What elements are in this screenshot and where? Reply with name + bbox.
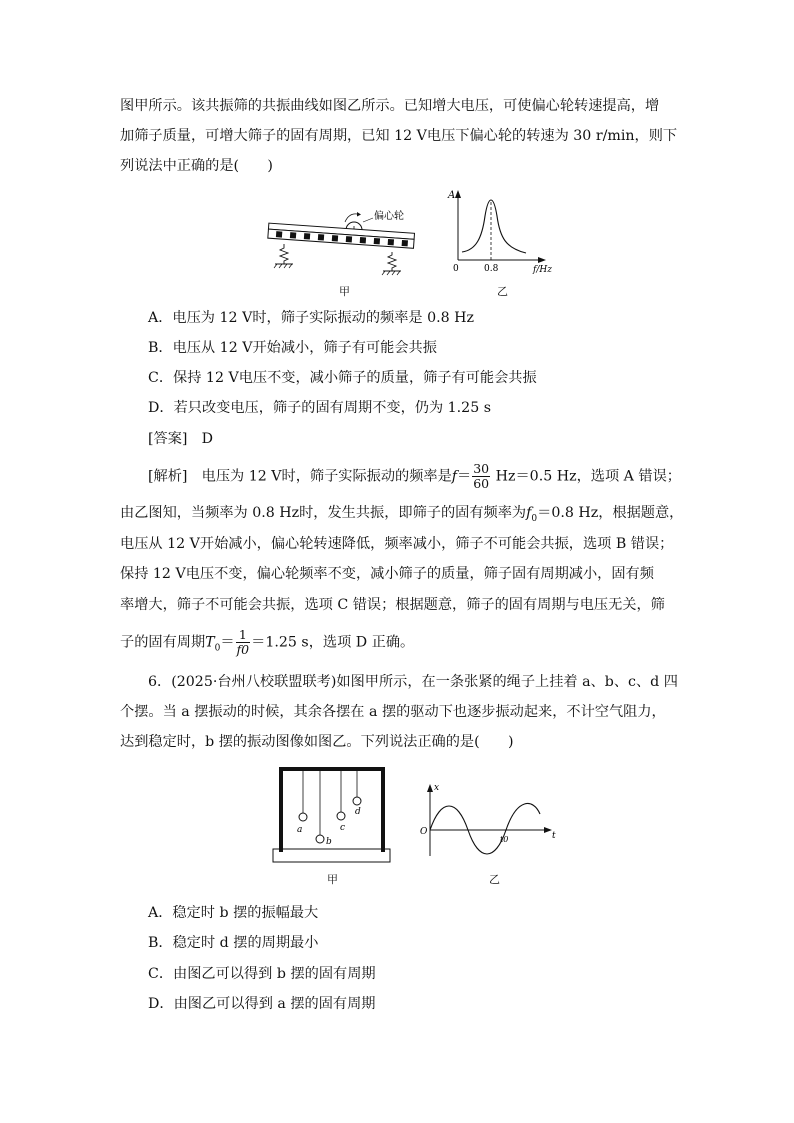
q6-option-c: C．由图乙可以得到 b 摆的固有周期 bbox=[148, 966, 376, 982]
q5-yi-peak-tick: 0.8 bbox=[484, 264, 499, 274]
q6-yi-x-label: t bbox=[552, 831, 556, 841]
q5-stem-line-3: 列说法中正确的是( ) bbox=[120, 158, 273, 174]
q5-figure-yi bbox=[444, 186, 564, 282]
q5-analysis-f0: f bbox=[526, 505, 532, 521]
q5-analysis-l6-tail: ＝1.25 s，选项 D 正确。 bbox=[251, 634, 415, 651]
q5-wheel-label: 偏心轮 bbox=[374, 211, 404, 222]
q5-yi-x-label: f/Hz bbox=[533, 265, 552, 275]
q5-analysis-l6-eq: ＝ bbox=[220, 634, 235, 651]
q6-stem-line-3: 达到稳定时，b 摆的振动图像如图乙。下列说法正确的是( ) bbox=[120, 734, 514, 750]
q5-figure-jia-caption: 甲 bbox=[339, 285, 350, 298]
fraction-numerator: 30 bbox=[473, 461, 490, 476]
fraction-denominator: 60 bbox=[473, 476, 490, 491]
q5-analysis-line-6 bbox=[120, 628, 414, 658]
q5-analysis-l1-text: [解析] 电压为 12 V时，筛子实际振动的频率是 bbox=[148, 468, 452, 485]
q5-analysis-fraction bbox=[472, 462, 490, 491]
q6-stem-line-2: 个摆。当 a 摆振动的时候，其余各摆在 a 摆的驱动下也逐步振动起来，不计空气阻力， bbox=[120, 704, 666, 720]
q6-yi-t0-label: t0 bbox=[500, 835, 509, 844]
pendulum-d-bob bbox=[353, 797, 361, 805]
q6-option-a: A．稳定时 b 摆的振幅最大 bbox=[148, 905, 319, 921]
q6-option-b: B．稳定时 d 摆的周期最小 bbox=[148, 935, 319, 951]
q5-option-a: A．电压为 12 V时，筛子实际振动的频率是 0.8 Hz bbox=[148, 310, 474, 326]
q5-stem-line-2: 加筛子质量，可增大筛子的固有周期，已知 12 V电压下偏心轮的转速为 30 r/min，则下 bbox=[120, 128, 678, 144]
q6-stem-line-1: 6．(2025·台州八校联盟联考)如图甲所示，在一条张紧的绳子上挂着 a、b、c、d 四 bbox=[148, 674, 678, 690]
q6-figure-yi-caption: 乙 bbox=[489, 873, 500, 886]
pendulum-c-label: c bbox=[340, 823, 346, 833]
pendulum-d-label: d bbox=[355, 807, 361, 817]
fraction-denominator: f0 bbox=[236, 642, 250, 657]
q5-answer: [答案] D bbox=[148, 431, 214, 447]
q5-option-b: B．电压从 12 V开始减小，筛子有可能会共振 bbox=[148, 340, 437, 356]
displacement-curve bbox=[430, 803, 540, 854]
fraction-numerator: 1 bbox=[236, 628, 251, 643]
q5-stem-line-1: 图甲所示。该共振筛的共振曲线如图乙所示。已知增大电压，可使偏心轮转速提高，增 bbox=[120, 98, 660, 114]
q5-option-c: C．保持 12 V电压不变，减小筛子的质量，筛子有可能会共振 bbox=[148, 370, 537, 386]
q5-yi-y-label: A bbox=[448, 190, 456, 201]
pendulum-c-bob bbox=[337, 812, 345, 820]
q6-yi-y-label: x bbox=[434, 783, 440, 793]
q5-analysis-f0-sub: 0 bbox=[531, 513, 538, 524]
q5-analysis-line-5: 率增大，筛子不可能会共振，选项 C 错误；根据题意，筛子的固有周期与电压无关，筛 bbox=[120, 597, 665, 613]
q6-option-d: D．由图乙可以得到 a 摆的固有周期 bbox=[148, 996, 376, 1012]
q5-analysis-line-1 bbox=[148, 462, 681, 491]
q5-analysis-line-2 bbox=[120, 503, 683, 529]
q5-analysis-l2-tail: ＝0.8 Hz，根据题意， bbox=[537, 505, 684, 521]
q5-analysis-T0: T bbox=[205, 634, 215, 651]
pendulum-b-bob bbox=[316, 835, 324, 843]
q5-yi-origin: 0 bbox=[453, 264, 459, 274]
q6-figure-yi bbox=[414, 778, 564, 860]
q5-analysis-eq: ＝ bbox=[457, 468, 472, 485]
q5-analysis-line-3: 电压从 12 V开始减小，偏心轮转速降低，频率减小，筛子不可能会共振，选项 B 错误； bbox=[120, 536, 674, 552]
q6-figure-jia bbox=[268, 762, 398, 872]
pendulum-a-label: a bbox=[297, 825, 303, 835]
pendulum-b-label: b bbox=[326, 837, 332, 847]
q5-analysis-l2-text: 由乙图知，当频率为 0.8 Hz时，发生共振，即筛子的固有频率为 bbox=[120, 505, 527, 521]
q5-analysis-line-4: 保持 12 V电压不变，偏心轮频率不变，减小筛子的质量，筛子固有周期减小，固有频 bbox=[120, 566, 654, 582]
pendulum-a-bob bbox=[299, 813, 307, 821]
q6-yi-origin: O bbox=[420, 827, 428, 837]
q5-option-d: D．若只改变电压，筛子的固有周期不变，仍为 1.25 s bbox=[148, 400, 492, 416]
q5-figure-yi-caption: 乙 bbox=[497, 285, 508, 298]
q5-analysis-f: f bbox=[451, 468, 458, 485]
q6-figure-jia-caption: 甲 bbox=[327, 873, 338, 886]
q5-analysis-period-fraction bbox=[236, 628, 251, 657]
q5-analysis-l6-text: 子的固有周期 bbox=[120, 634, 206, 651]
q5-analysis-l1-tail: Hz＝0.5 Hz，选项 A 错误； bbox=[491, 468, 681, 485]
q5-analysis-T0-sub: 0 bbox=[214, 643, 221, 654]
